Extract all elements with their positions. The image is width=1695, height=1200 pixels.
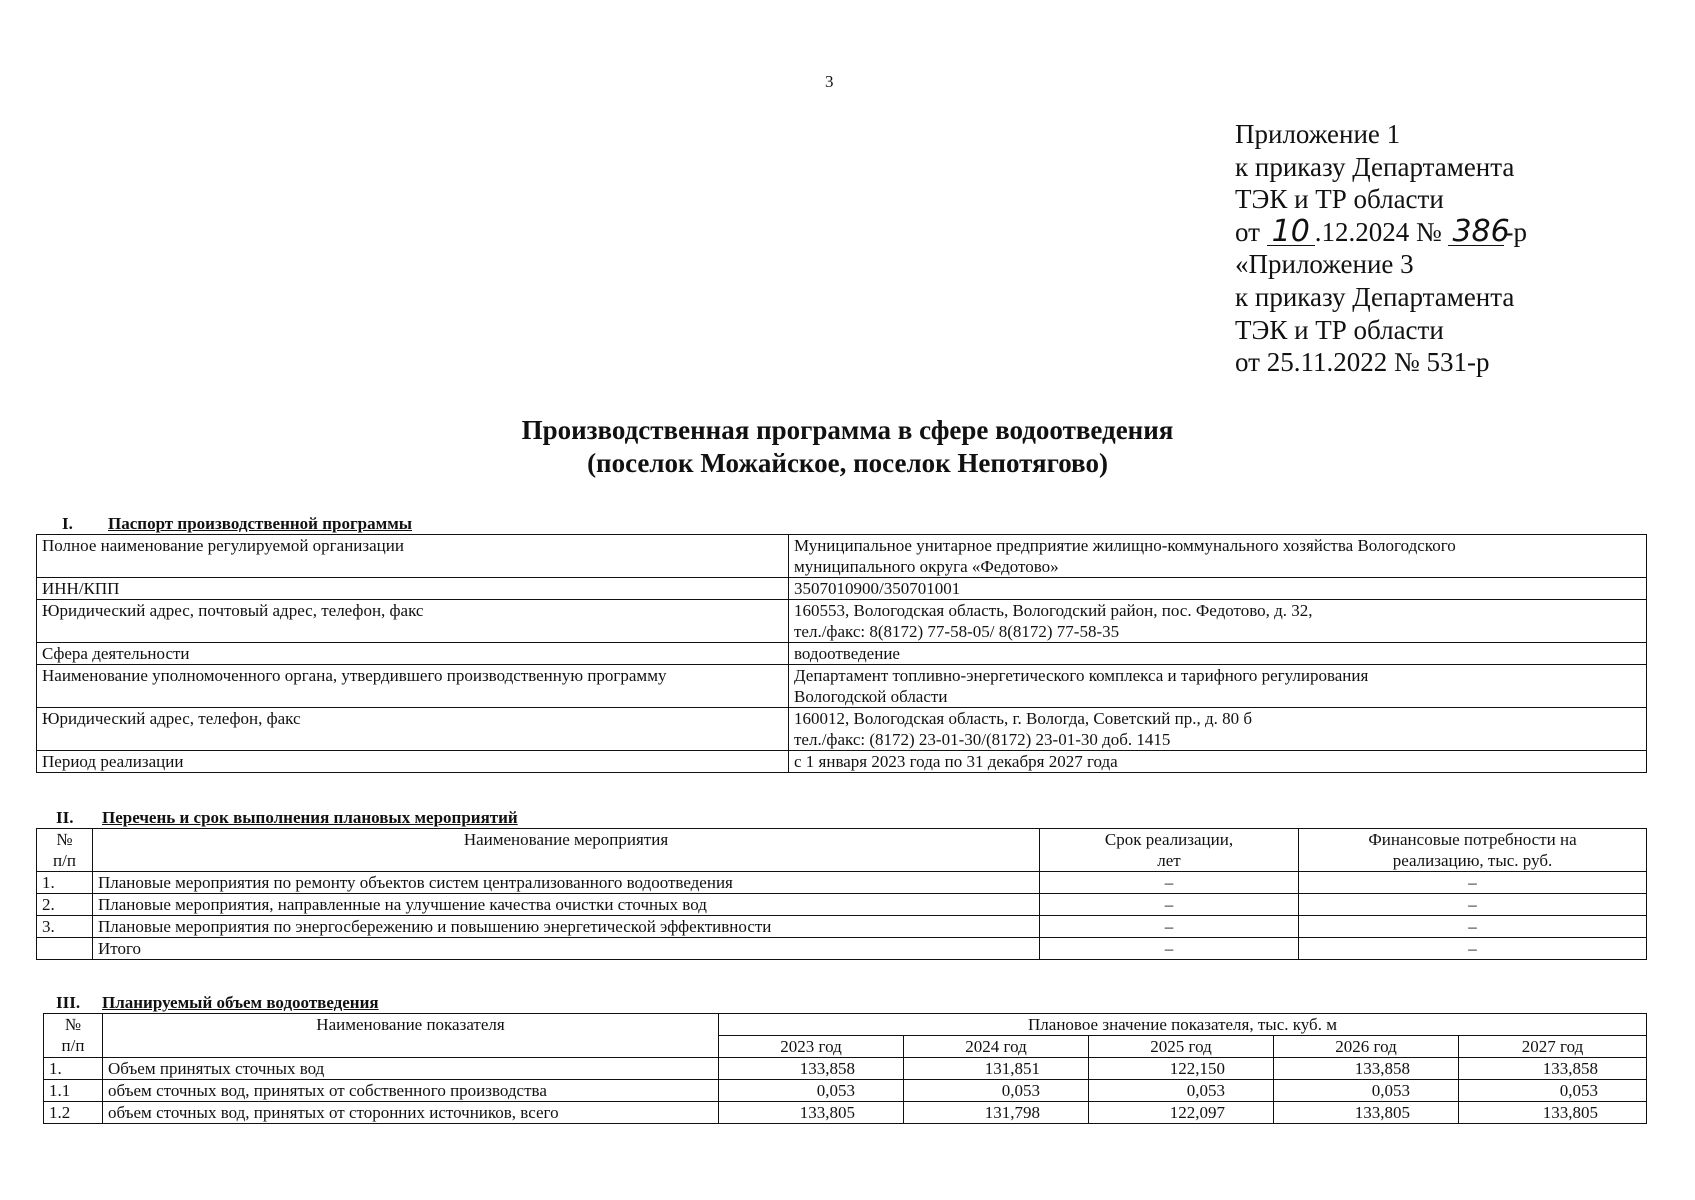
appendix-line: Приложение 1 <box>1235 119 1401 149</box>
row-number <box>37 938 93 960</box>
table-row <box>37 643 1647 665</box>
table-header-row <box>37 829 1647 872</box>
column-header: № п/п <box>44 1014 103 1058</box>
table-row <box>44 1102 1647 1124</box>
event-finance: – <box>1299 872 1647 894</box>
year-header: 2024 год <box>904 1036 1089 1058</box>
value-cell: 0,053 <box>1089 1080 1274 1102</box>
order-date: .12.2024 № <box>1314 216 1449 247</box>
passport-label: Полное наименование регулируемой организации <box>37 535 789 578</box>
table-row <box>44 1080 1647 1102</box>
event-finance: – <box>1299 894 1647 916</box>
table-row <box>37 708 1647 751</box>
row-number: 2. <box>37 894 93 916</box>
value-cell: 133,805 <box>1459 1102 1647 1124</box>
passport-label: ИНН/КПП <box>37 578 789 600</box>
events-table <box>36 828 1647 960</box>
column-header: № п/п <box>37 829 93 872</box>
section-title: Планируемый объем водоотведения <box>102 993 379 1012</box>
document-title <box>0 414 1695 480</box>
column-header: Финансовые потребности на реализацию, тыс. руб. <box>1299 829 1647 872</box>
year-header: 2026 год <box>1274 1036 1459 1058</box>
passport-value: с 1 января 2023 года по 31 декабря 2027 года <box>789 751 1647 773</box>
handwritten-order-number: 386 <box>1448 219 1504 246</box>
passport-value: 160553, Вологодская область, Вологодский район, пос. Федотово, д. 32, тел./факс: 8(8172) 77-58-05/ 8(8172) 77-58-35 <box>789 600 1647 643</box>
title-line: (поселок Можайское, поселок Непотягово) <box>587 448 1108 478</box>
passport-label: Юридический адрес, телефон, факс <box>37 708 789 751</box>
order-prefix: от <box>1235 216 1267 247</box>
event-term: – <box>1040 916 1299 938</box>
section-title: Перечень и срок выполнения плановых мероприятий <box>102 808 518 827</box>
appendix-line: от 25.11.2022 № 531-р <box>1235 347 1490 378</box>
passport-value: Муниципальное унитарное предприятие жилищно-коммунального хозяйства Вологодского муниципального округа «Федотово» <box>789 535 1647 578</box>
event-term: – <box>1040 894 1299 916</box>
table-row <box>37 751 1647 773</box>
section-title: Паспорт производственной программы <box>108 514 413 533</box>
handwritten-day: 10 <box>1267 219 1315 246</box>
volume-table <box>43 1013 1647 1124</box>
table-row <box>44 1058 1647 1080</box>
value-cell: 0,053 <box>1274 1080 1459 1102</box>
appendix-block <box>1235 118 1527 379</box>
value-cell: 0,053 <box>719 1080 904 1102</box>
section-heading <box>62 514 412 534</box>
value-cell: 122,150 <box>1089 1058 1274 1080</box>
section-heading <box>56 993 379 1013</box>
passport-table <box>36 534 1647 773</box>
appendix-line: к приказу Департамента <box>1235 151 1515 182</box>
table-row <box>37 938 1647 960</box>
row-number: 1.2 <box>44 1102 103 1124</box>
passport-value: Департамент топливно-энергетического комплекса и тарифного регулирования Вологодской области <box>789 665 1647 708</box>
row-number: 3. <box>37 916 93 938</box>
column-header: Наименование показателя <box>103 1014 719 1058</box>
table-row <box>37 894 1647 916</box>
year-header: 2023 год <box>719 1036 904 1058</box>
section-number: II. <box>56 808 74 827</box>
section-number: III. <box>56 993 81 1012</box>
page-number: 3 <box>825 72 834 91</box>
table-row <box>37 872 1647 894</box>
appendix-line: «Приложение 3 <box>1235 249 1414 280</box>
column-header: Наименование мероприятия <box>93 829 1040 872</box>
event-name: Плановые мероприятия по энергосбережению и повышению энергетической эффективности <box>93 916 1040 938</box>
value-cell: 122,097 <box>1089 1102 1274 1124</box>
row-number: 1. <box>37 872 93 894</box>
passport-label: Наименование уполномоченного органа, утвердившего производственную программу <box>37 665 789 708</box>
passport-value: водоотведение <box>789 643 1647 665</box>
value-cell: 131,798 <box>904 1102 1089 1124</box>
event-name: Плановые мероприятия, направленные на улучшение качества очистки сточных вод <box>93 894 1040 916</box>
table-row <box>37 535 1647 578</box>
event-term: – <box>1040 872 1299 894</box>
table-row <box>37 600 1647 643</box>
event-name: Плановые мероприятия по ремонту объектов систем централизованного водоотведения <box>93 872 1040 894</box>
column-header: Срок реализации, лет <box>1040 829 1299 872</box>
row-number: 1. <box>44 1058 103 1080</box>
value-cell: 133,805 <box>1274 1102 1459 1124</box>
event-name: Итого <box>93 938 1040 960</box>
title-line: Производственная программа в сфере водоотведения <box>521 415 1174 445</box>
appendix-order-line <box>1235 213 1527 249</box>
passport-label: Сфера деятельности <box>37 643 789 665</box>
section-heading <box>56 808 518 828</box>
year-header: 2025 год <box>1089 1036 1274 1058</box>
value-cell: 133,858 <box>1459 1058 1647 1080</box>
event-term: – <box>1040 938 1299 960</box>
value-cell: 0,053 <box>904 1080 1089 1102</box>
indicator-name: объем сточных вод, принятых от собственного производства <box>103 1080 719 1102</box>
event-finance: – <box>1299 938 1647 960</box>
section-number: I. <box>62 514 73 533</box>
passport-value: 3507010900/350701001 <box>789 578 1647 600</box>
appendix-line: ТЭК и ТР области <box>1235 314 1444 345</box>
value-cell: 133,858 <box>719 1058 904 1080</box>
indicator-name: объем сточных вод, принятых от сторонних источников, всего <box>103 1102 719 1124</box>
value-cell: 133,805 <box>719 1102 904 1124</box>
column-header: Плановое значение показателя, тыс. куб. м <box>719 1014 1647 1036</box>
appendix-line: ТЭК и ТР области <box>1235 184 1444 215</box>
table-header-row <box>44 1014 1647 1036</box>
passport-label: Период реализации <box>37 751 789 773</box>
table-row <box>37 916 1647 938</box>
value-cell: 0,053 <box>1459 1080 1647 1102</box>
passport-value: 160012, Вологодская область, г. Вологда, Советский пр., д. 80 б тел./факс: (8172) 23-01-30/(8172) 23-01-30 доб. 1415 <box>789 708 1647 751</box>
event-finance: – <box>1299 916 1647 938</box>
appendix-line: к приказу Департамента <box>1235 281 1515 312</box>
order-suffix: -р <box>1504 216 1527 247</box>
indicator-name: Объем принятых сточных вод <box>103 1058 719 1080</box>
value-cell: 131,851 <box>904 1058 1089 1080</box>
row-number: 1.1 <box>44 1080 103 1102</box>
value-cell: 133,858 <box>1274 1058 1459 1080</box>
year-header: 2027 год <box>1459 1036 1647 1058</box>
table-row <box>37 665 1647 708</box>
passport-label: Юридический адрес, почтовый адрес, телефон, факс <box>37 600 789 643</box>
table-row <box>37 578 1647 600</box>
